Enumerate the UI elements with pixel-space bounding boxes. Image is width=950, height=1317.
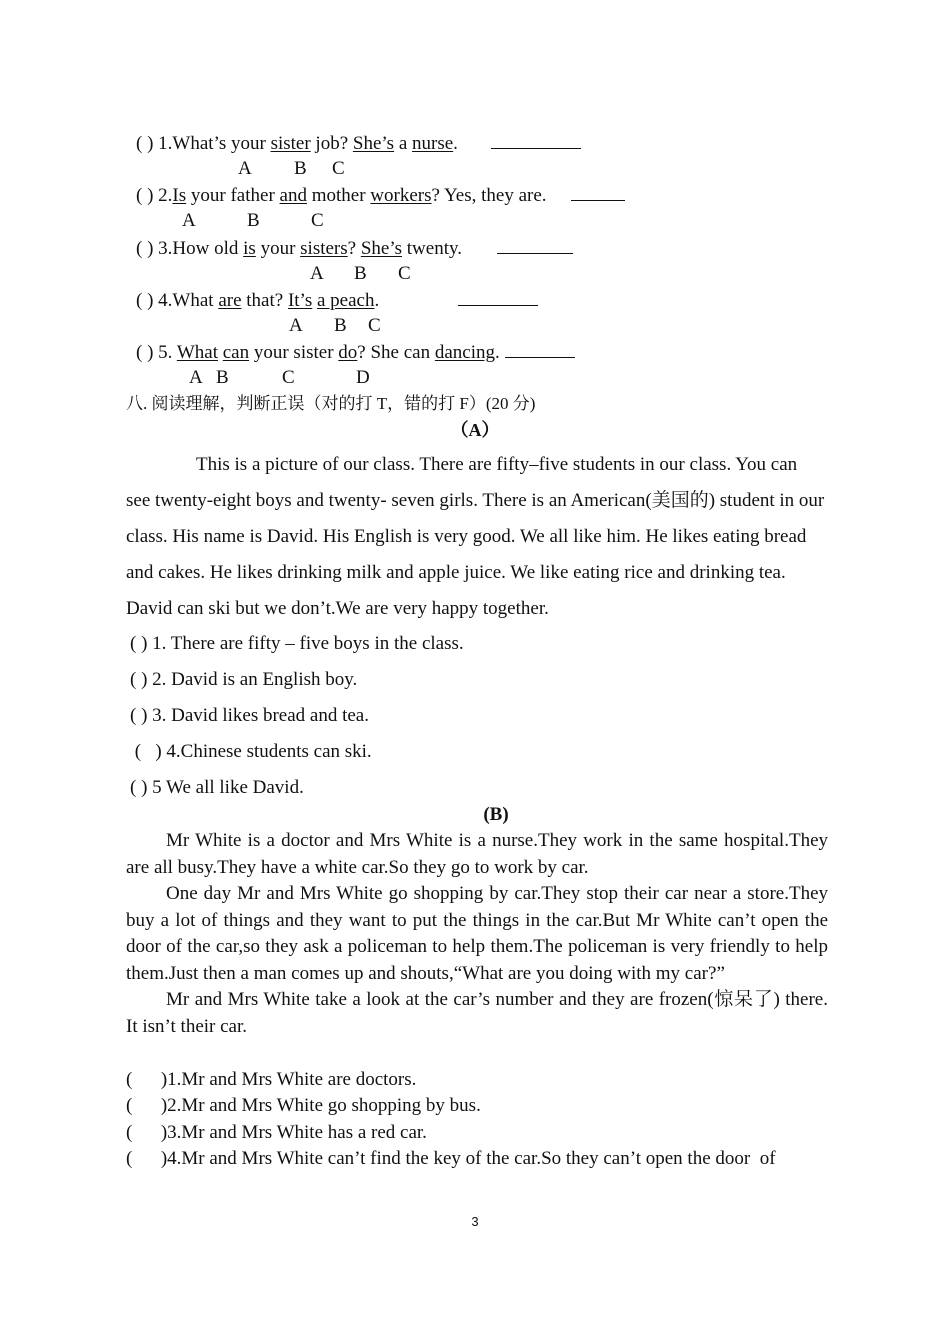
question-number: 4. xyxy=(158,290,173,311)
answer-blank[interactable] xyxy=(505,340,575,358)
answer-blank[interactable] xyxy=(491,131,581,149)
true-false-question[interactable]: ( )4.Mr and Mrs White can’t find the key of the car.So they can’t open the door of xyxy=(126,1148,776,1169)
part-b-label: (B) xyxy=(483,804,509,825)
true-false-question[interactable]: ( )2.Mr and Mrs White go shopping by bus. xyxy=(126,1095,481,1116)
question-number: 1. xyxy=(158,133,173,154)
true-false-question[interactable]: ( ) 1. There are fifty – five boys in the class. xyxy=(130,633,464,654)
answer-paren[interactable]: ( ) xyxy=(136,290,154,311)
reading-passage-b: Mr White is a doctor and Mrs White is a nurse.They work in the same hospital.They are all busy.They have a white car.So they go to work by car. One day Mr and Mrs White go shopping by car.They stop their car near a store.They buy a lot of things and they want to put the things in the car.But Mr White can’t open the door of the car,so they ask a policeman to help them.The policeman is very friendly to help them.Just then a man comes up and shouts,“What are you doing with my car?” Mr and Mrs White take a look at the car’s number and they are frozen(惊呆了) there. It isn’t their car. xyxy=(126,830,828,1037)
option-a: What xyxy=(176,342,218,363)
answer-paren[interactable]: ( ) xyxy=(136,185,154,206)
option-a: sister xyxy=(270,133,311,154)
option-b: can xyxy=(222,342,250,363)
true-false-question[interactable]: ( )3.Mr and Mrs White has a red car. xyxy=(126,1122,427,1143)
answer-blank[interactable] xyxy=(458,288,538,306)
question-number: 2. xyxy=(158,185,173,206)
option-b: She’s xyxy=(352,133,395,154)
option-b: sisters xyxy=(300,238,348,259)
answer-paren[interactable]: ( ) xyxy=(136,342,154,363)
option-c: nurse xyxy=(412,133,454,154)
true-false-question[interactable]: ( ) 2. David is an English boy. xyxy=(130,669,358,690)
option-c: She’s xyxy=(360,238,403,259)
option-a: are xyxy=(218,290,242,311)
reading-passage-a: This is a picture of our class. There are fifty–five students in our class. You can see twenty-eight boys and twenty- seven girls. There is an American(美国的) student in our class. His name is David. His English is very good. We all like him. He likes eating bread and cakes. He likes drinking milk and apple juice. We like eating rice and drinking tea. David can ski but we don’t.We are very happy together. xyxy=(126,454,825,619)
option-b: It’s xyxy=(287,290,313,311)
question-number: 5. xyxy=(158,342,177,363)
true-false-question[interactable]: ( )1.Mr and Mrs White are doctors. xyxy=(126,1069,417,1090)
part-a-label: （A） xyxy=(450,420,500,440)
option-a: is xyxy=(243,238,256,259)
true-false-question[interactable]: ( ) 3. David likes bread and tea. xyxy=(130,705,369,726)
option-c: a peach xyxy=(316,290,375,311)
question-5: ( ) 5. What can your sister do? She can dancing. xyxy=(136,340,575,365)
question-4: ( ) 4.What are that? It’s a peach. xyxy=(136,288,538,313)
option-b: and xyxy=(279,185,307,206)
true-false-question[interactable]: ( ) 4.Chinese students can ski. xyxy=(130,741,372,762)
option-a: Is xyxy=(172,185,187,206)
option-d: dancing xyxy=(434,342,496,363)
section-heading: 八. 阅读理解，判断正误（对的打 T，错的打 F）(20 分) xyxy=(126,394,536,413)
option-c: do xyxy=(338,342,358,363)
question-2: ( ) 2.Is your father and mother workers? Yes, they are. xyxy=(136,183,625,208)
answer-paren[interactable]: ( ) xyxy=(136,133,154,154)
option-c: workers xyxy=(370,185,432,206)
question-1: ( ) 1.What’s your sister job? She’s a nurse. xyxy=(136,131,581,156)
question-3: ( ) 3.How old is your sisters? She’s twenty. xyxy=(136,236,573,261)
question-number: 3. xyxy=(158,238,173,259)
answer-blank[interactable] xyxy=(497,236,573,254)
true-false-question[interactable]: ( ) 5 We all like David. xyxy=(130,777,304,798)
page-number: 3 xyxy=(471,1214,479,1229)
answer-paren[interactable]: ( ) xyxy=(136,238,154,259)
answer-blank[interactable] xyxy=(571,183,625,201)
